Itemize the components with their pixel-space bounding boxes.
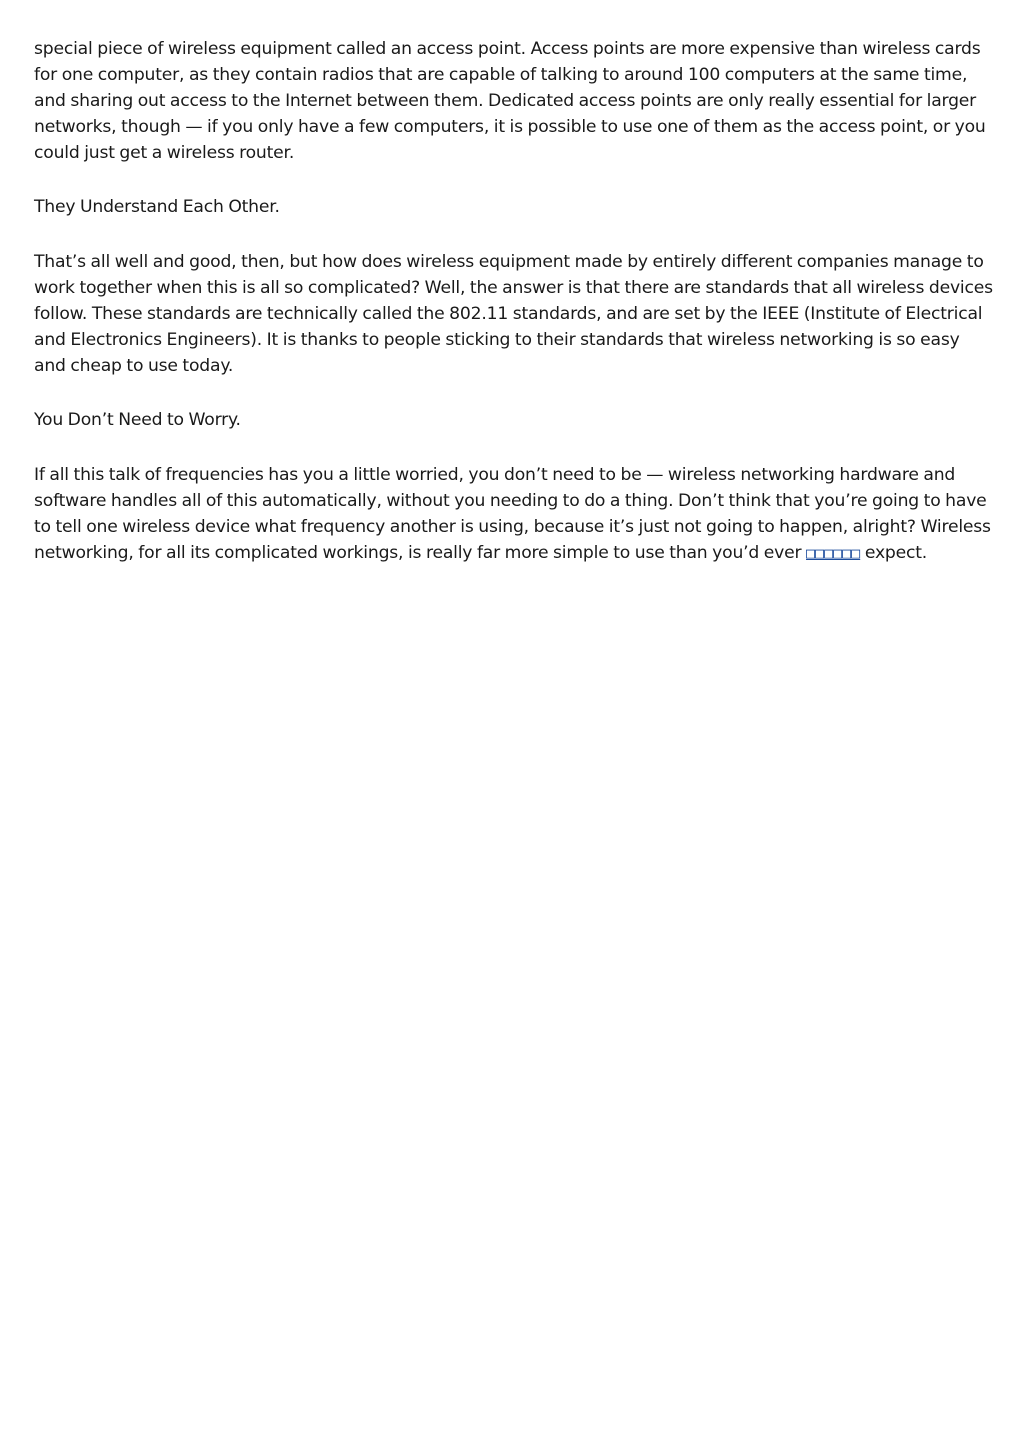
- document-page: [34, 36, 994, 594]
- paragraph-access-point: special piece of wireless equipment called an access point. Access points are more expensive than wireless cards for one computer, as they contain radios that are capable of talking to around 100 computers at the same time, and sharing out access to the Internet between them. Dedicated access points are only really essential for larger networks, though — if you only have a few computers, it is possible to use one of them as the access point, or you could just get a wireless router.: [34, 39, 986, 163]
- heading-understand-each-other: They Understand Each Other.: [34, 197, 280, 217]
- paragraph-frequencies: [34, 462, 994, 566]
- heading-dont-need-to-worry: You Don’t Need to Worry.: [34, 410, 241, 430]
- inline-link[interactable]: [806, 543, 860, 563]
- paragraph-standards: That’s all well and good, then, but how does wireless equipment made by entirely different companies manage to work together when this is all so complicated? Well, the answer is that there are standards that all wireless devices follow. These standards are technically called the 802.11 standards, and are set by the IEEE (Institute of Electrical and Electronics Engineers). It is thanks to people sticking to their standards that wireless networking is so easy and cheap to use today.: [34, 252, 993, 376]
- paragraph-frequencies-text: If all this talk of frequencies has you a little worried, you don’t need to be — wireless networking hardware and software handles all of this automatically, without you needing to do a thing. Don’t think that you’re going to have to tell one wireless device what frequency another is using, because it’s just not going to happen, alright? Wireless networking, for all its complicated workings, is really far more simple to use than you’d ever: [34, 465, 991, 563]
- inline-link-text: □□□□□□: [806, 544, 861, 562]
- paragraph-frequencies-end: expect.: [860, 543, 928, 563]
